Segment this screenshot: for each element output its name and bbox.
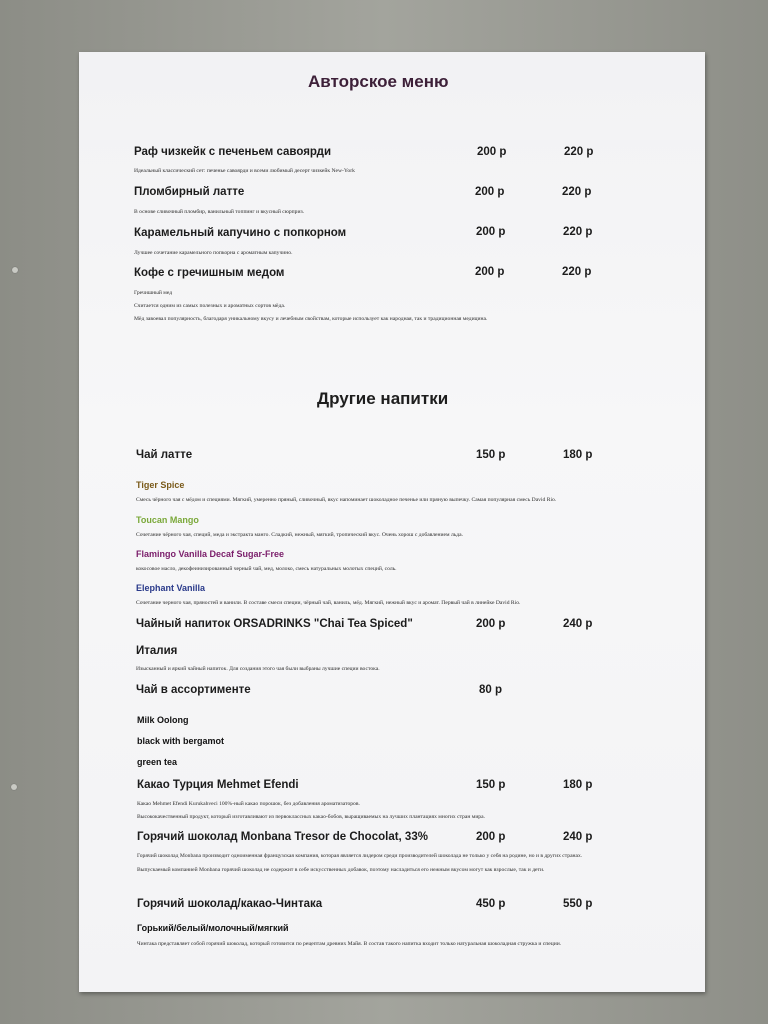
item-name: Пломбирный латте (134, 186, 245, 198)
flavor-description: Сочетание чёрного чая, специй, меда и экстракта манго. Сладкий, нежный, мягкий, тропический вкус. Очень хорош с добавлением льда. (136, 532, 464, 538)
price-large: 180 р (563, 449, 593, 461)
price-small: 200 р (475, 266, 505, 278)
flavor-description: Смесь чёрного чая с мёдом и специями. Мягкий, умеренно пряный, сливочный, вкус напоминает шоколадное печенье или пряную выпечку. Самая популярная смесь David Rio. (136, 497, 557, 503)
item-name: Горячий шоколад Monbana Tresor de Chocolat, 33% (137, 831, 428, 843)
flavor-name: Elephant Vanilla (136, 583, 206, 593)
price-large: 220 р (564, 146, 594, 158)
price-small: 200 р (476, 831, 506, 843)
price-small: 150 р (476, 779, 506, 791)
item-description: Чинтака представляет собой горячий шоколад, который готовится по рецептам древних Майя. В состав такого напитка входит только натуральная шоколадная стружка и специи. (137, 941, 562, 947)
item-description: Выпускаемый компанией Monbana горячий шоколад не содержит в себе искусственных добавок, поэтому насладиться его нежным вкусом могут как взрослые, так и дети. (137, 867, 545, 873)
price-small: 150 р (476, 449, 506, 461)
price-large: 220 р (562, 186, 592, 198)
item-name: Чайный напиток ORSADRINKS "Chai Tea Spiced" (136, 618, 413, 630)
price-large: 220 р (562, 266, 592, 278)
item-description: Лучшее сочетание карамельного попкорна с ароматным капучино. (134, 250, 293, 256)
price-large: 240 р (563, 618, 593, 630)
price-small: 450 р (476, 898, 506, 910)
price-single: 80 р (479, 684, 503, 696)
flavor-description: Сочетание черного чая, пряностей и ванили. В составе смеси специи, чёрный чай, ваниль, мёд. Мягкий, нежный вкус и аромат. Первый чай в линейке David Rio. (136, 600, 521, 606)
flavor-description: кокосовое масло, декофеинизированный черный чай, мед, молоко, смесь натуральных молотых специй, соль. (136, 566, 397, 572)
item-description: Гречишный мед (134, 290, 173, 296)
flavor-name: Tiger Spice (136, 480, 185, 490)
item-description: В основе сливочный пломбир, ванильный топпинг и вкусный сюрприз. (134, 209, 305, 215)
item-name: Раф чизкейк с печеньем савоярди (134, 146, 332, 158)
price-large: 550 р (563, 898, 593, 910)
item-variants: Горький/белый/молочный/мягкий (137, 923, 289, 933)
item-name: Кофе с гречишным медом (134, 267, 285, 279)
price-large: 240 р (563, 831, 593, 843)
item-name: Какао Турция Mehmet Efendi (137, 779, 299, 791)
price-small: 200 р (475, 186, 505, 198)
item-description: Высококачественный продукт, который изготавливают из первоклассных какао-бобов, выращиваемых на лучших плантациях многих стран мира. (137, 814, 485, 820)
item-description: Горячий шоколад Monbana производит одноименная французская компания, которая является лидером среди производителей шоколада не только у себя на родине, но и в других странах. (137, 853, 583, 859)
item-origin: Италия (136, 645, 178, 657)
flavor-name: Flamingo Vanilla Decaf Sugar-Free (136, 549, 285, 559)
item-name: Чай в ассортименте (136, 684, 251, 696)
price-small: 200 р (476, 226, 506, 238)
flavor-name: Toucan Mango (136, 515, 199, 525)
item-name: Горячий шоколад/какао-Чинтака (137, 898, 323, 910)
tea-variety: Milk Oolong (137, 715, 189, 725)
wall-screw (12, 267, 18, 273)
item-description: Изысканный и яркий чайный напиток. Для создания этого чая были выбраны лучшие специи востока. (136, 666, 380, 672)
menu-poster (79, 52, 705, 992)
wall-screw (11, 784, 17, 790)
item-description: Мёд завоевал популярность, благодаря уникальному вкусу и лечебным свойствам, которые использует как народная, так и традиционная медицина. (134, 316, 488, 322)
price-large: 180 р (563, 779, 593, 791)
item-description: Считается одним из самых полезных и ароматных сортов мёда. (134, 303, 286, 309)
item-name: Чай латте (136, 449, 193, 461)
price-large: 220 р (563, 226, 593, 238)
price-small: 200 р (476, 618, 506, 630)
tea-variety: black with bergamot (137, 736, 225, 746)
section-title-signature: Авторское меню (308, 72, 449, 91)
item-name: Карамельный капучино с попкорном (134, 227, 347, 239)
item-description: Какао Mehmet Efendi Kurukahveci 100%-ный какао порошок, без добавления ароматизаторов. (137, 801, 360, 807)
section-title-other: Другие напитки (317, 389, 449, 408)
item-description: Идеальный классический сет: печенье савоярди и всеми любимый десерт чизкейк New-York (134, 168, 355, 174)
price-small: 200 р (477, 146, 507, 158)
tea-variety: green tea (137, 757, 178, 767)
